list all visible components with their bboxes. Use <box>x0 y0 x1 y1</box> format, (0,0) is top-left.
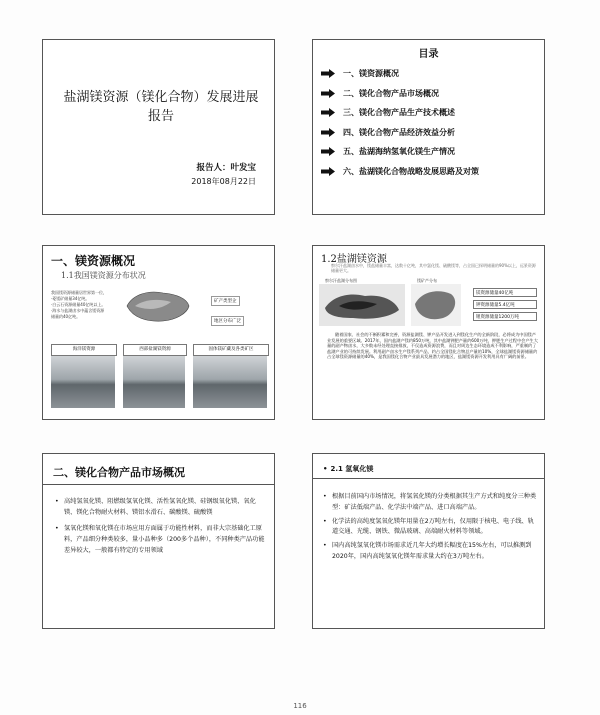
bullet-list <box>55 496 267 561</box>
slide-resources-overview <box>42 245 275 420</box>
slide-heading: 二、镁化合物产品市场概况 <box>53 466 185 479</box>
arrow-icon <box>321 69 335 78</box>
slide-heading: • 2.1 氢氧化镁 <box>323 464 373 474</box>
toc-item-label: 二、镁化合物产品市场概况 <box>343 88 439 98</box>
mineral-type-tag: 矿产类型企 <box>211 296 240 306</box>
category-box: 固体镁矿藏及各类矿区 <box>193 344 269 356</box>
slide-note: 察尔汗盐湖卤水中，镁盐储量丰富，达数十亿吨，其中氯化镁、硫酸镁等，占全国已探明储量的90%以上，远景资源储量更大。 <box>331 263 536 273</box>
slide-subheading: 1.1我国镁资源分布状况 <box>61 271 146 280</box>
category-box: 西部盐湖镁资源 <box>123 344 187 356</box>
toc-item-label: 五、盐湖海纳氢氧化镁生产情况 <box>343 147 455 157</box>
slide-salt-lake-resources <box>312 245 545 420</box>
reporter: 报告人：叶发宝 <box>196 163 256 173</box>
sea-photo <box>51 356 115 408</box>
toc-item <box>321 123 540 143</box>
bullet-item: • 根据目前国内市场情况，将氢氧化镁的分类根据其生产方式和纯度分三种类型：矿法低端产品、化学法中端产品、进口高端产品。 <box>323 492 537 514</box>
arrow-icon <box>321 128 335 137</box>
divider <box>313 478 544 479</box>
reserve-row: 钾资源储量5.4亿吨 <box>473 300 537 309</box>
toc-item <box>321 84 540 104</box>
toc-item <box>321 142 540 162</box>
divider <box>43 484 274 485</box>
toc-item-label: 一、镁资源概况 <box>343 69 399 79</box>
reserve-row: 镁资源储量40亿吨 <box>473 288 537 297</box>
mineral-map-image <box>411 278 461 326</box>
slide-title <box>42 39 275 215</box>
slide-heading: 1.2盐湖镁资源 <box>321 254 387 265</box>
arrow-icon <box>321 167 335 176</box>
bullet-item: • 高纯氢氧化镁、阻燃级氢氧化镁、活性氢氧化镁、硅钢级氧化镁、氧化镁、镁化合物耐火材料、镁铝水滑石、碳酸镁、硫酸镁 <box>55 496 267 518</box>
report-title: 盐湖镁资源（镁化合物）发展进展报告 <box>63 90 259 124</box>
region-tag: 地区分布广泛 <box>211 316 244 326</box>
slide-body: 随着国家、社会的不断积累和完善，资源盐湖镁、钾产品开发进入到镁化生产的全新阶段，必将成为中国镁产业发展的重要区域。2017年，国内盐湖产镁约850万吨，其中盐湖钾肥产量约600万吨，钾肥生产过程中会产生大量的副产物卤水，大多数未经处理直接排放，不仅造成资源浪费，而且对周边生态环境造成不利影响，严重制约了盐湖产业的可持续发展。利用副产卤水生产镁系列产品，约占全国镁化合物总产量的10%，全球盐湖镁资源储量约占全球镁资源储量的40%，是我国镁化合物产业最具发展潜力的地区，盐湖镁资源开发利用具有广阔的前景。 <box>327 332 538 360</box>
report-date: 2018年08月22日 <box>191 177 256 186</box>
toc-item <box>321 162 540 182</box>
toc-item <box>321 64 540 84</box>
arrow-icon <box>321 147 335 156</box>
bullet-list <box>323 492 537 566</box>
reserve-row: 锂资源储量1200万吨 <box>473 312 537 321</box>
toc-item-label: 六、盐湖镁化合物战略发展思路及对策 <box>343 166 479 176</box>
salt-lake-photo <box>123 356 185 408</box>
bullet-item: • 氢氧化镁和氧化镁在市场应用方面属于功能性材料，而非大宗基础化工原料，产品细分种类较多，量小品种多（200多个品种），不同种类产品功能差异较大，一般都有特定的专用领域 <box>55 523 267 556</box>
slide-heading: 一、镁资源概况 <box>51 254 136 268</box>
category-box: 海洋镁资源 <box>51 344 117 356</box>
arrow-icon <box>321 108 335 117</box>
arrow-icon <box>321 89 335 98</box>
toc-item-label: 三、镁化合物产品生产技术概述 <box>343 108 455 118</box>
china-map-image <box>123 288 193 324</box>
toc-item <box>321 103 540 123</box>
salt-lake-map-image <box>319 278 405 326</box>
slide-magnesium-hydroxide <box>312 453 545 629</box>
bullet-item: • 国内高纯氢氧化镁市场需求近几年大约增长幅度在15%左右，可以推测到2020年，国内高纯氢氧化镁年需求量大约在3万吨左右。 <box>323 541 537 563</box>
slide-market-overview <box>42 453 275 629</box>
toc-title: 目录 <box>418 49 439 60</box>
page-number: 116 <box>293 702 307 710</box>
slide-toc <box>312 39 545 215</box>
toc-item-label: 四、镁化合物产品经济效益分析 <box>343 127 455 137</box>
bullet-item: • 化学法的高纯度氢氧化镁年用量在2万吨左右，仅用限于核电、电子线、轨道交通、光缆、钢铁、微晶玻璃、高端耐火材料等领域。 <box>323 517 537 539</box>
map2-caption: 镁矿产分布 <box>417 278 437 283</box>
toc-list <box>321 64 540 181</box>
resource-summary: 我国镁资源储量居世界第一位， ·菱镁矿储量34亿吨。 ·白云石资源储量40亿吨以上。 ·海水与盐湖卤水中蕴含镁资源 储量约40亿吨。 <box>51 290 107 319</box>
map-caption: 察尔汗盐湖分布图 <box>325 278 357 283</box>
mine-photo <box>193 356 267 408</box>
